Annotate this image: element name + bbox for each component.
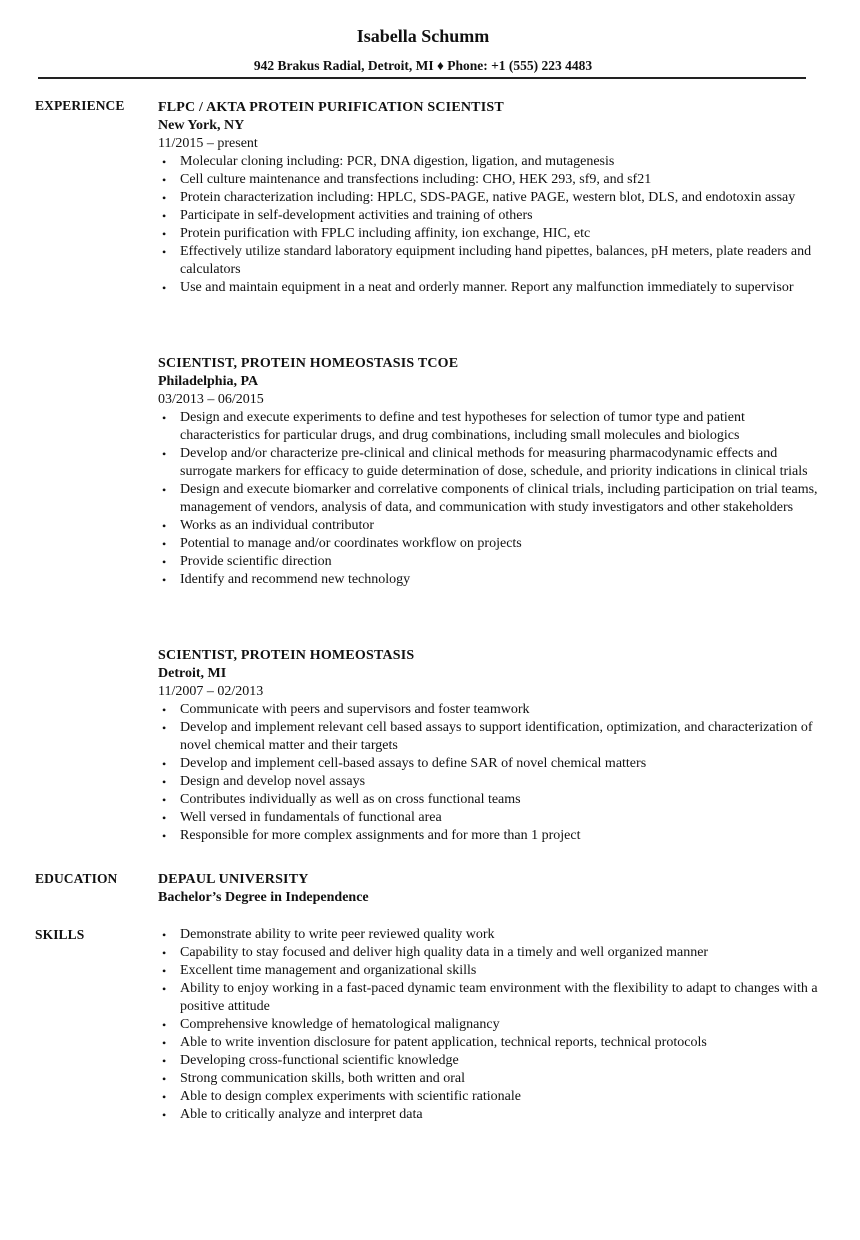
bullet-text: Use and maintain equipment in a neat and orderly manner. Report any malfunction immediately to supervisor xyxy=(180,280,794,295)
bullet-text: Communicate with peers and supervisors and foster teamwork xyxy=(180,702,530,717)
job-entry xyxy=(158,647,818,845)
bullet-icon: • xyxy=(162,757,167,771)
bullet-icon: • xyxy=(162,1090,167,1104)
job-location: Philadelphia, PA xyxy=(158,374,259,389)
bullet-text: Cell culture maintenance and transfections including: CHO, HEK 293, sf9, and sf21 xyxy=(180,172,652,187)
bullet-icon: • xyxy=(162,209,167,223)
bullet-icon: • xyxy=(162,721,167,735)
list-item xyxy=(158,225,818,243)
list-item xyxy=(158,517,818,535)
list-item xyxy=(158,926,818,944)
bullet-text: Develop and implement relevant cell based assays to support identification, optimization, and characterization of novel chemical matter and their targets xyxy=(180,720,813,753)
bullet-text: Protein purification with FPLC including affinity, ion exchange, HIC, etc xyxy=(180,226,591,241)
bullet-icon: • xyxy=(162,173,167,187)
bullet-icon: • xyxy=(162,447,167,461)
job-bullet-list xyxy=(158,701,818,845)
list-item xyxy=(158,207,818,225)
list-item xyxy=(158,153,818,171)
list-item xyxy=(158,571,818,589)
bullet-icon: • xyxy=(162,519,167,533)
bullet-icon: • xyxy=(162,1108,167,1122)
bullet-text: Design and develop novel assays xyxy=(180,774,366,789)
skill-text: Comprehensive knowledge of hematological malignancy xyxy=(180,1017,500,1032)
bullet-text: Design and execute experiments to define and test hypotheses for selection of tumor type and patient characteristics for particular drugs, and drug combinations, including small molecules and biologics xyxy=(180,410,745,443)
bullet-icon: • xyxy=(162,227,167,241)
list-item xyxy=(158,189,818,207)
list-item xyxy=(158,279,818,297)
bullet-icon: • xyxy=(162,155,167,169)
list-item xyxy=(158,243,818,279)
bullet-icon: • xyxy=(162,811,167,825)
bullet-text: Develop and/or characterize pre-clinical and clinical methods for measuring pharmacodynamic effects and surrogate markers for efficacy to guide determination of dose, schedule, and priority indications in clinical trials xyxy=(180,446,808,479)
list-item xyxy=(158,171,818,189)
list-item xyxy=(158,535,818,553)
bullet-text: Contributes individually as well as on cross functional teams xyxy=(180,792,521,807)
list-item xyxy=(158,1106,818,1124)
skill-text: Excellent time management and organizational skills xyxy=(180,963,477,978)
list-item xyxy=(158,773,818,791)
header-divider xyxy=(38,77,806,79)
skill-text: Capability to stay focused and deliver high quality data in a timely and well organized manner xyxy=(180,945,709,960)
job-dates: 11/2007 – 02/2013 xyxy=(158,684,264,699)
bullet-icon: • xyxy=(162,573,167,587)
school-name: DEPAUL UNIVERSITY xyxy=(158,872,309,887)
job-title: SCIENTIST, PROTEIN HOMEOSTASIS xyxy=(158,648,415,663)
bullet-text: Well versed in fundamentals of functional area xyxy=(180,810,442,825)
list-item xyxy=(158,944,818,962)
bullet-icon: • xyxy=(162,1018,167,1032)
list-item xyxy=(158,809,818,827)
bullet-text: Develop and implement cell-based assays to define SAR of novel chemical matters xyxy=(180,756,647,771)
bullet-icon: • xyxy=(162,928,167,942)
list-item xyxy=(158,980,818,1016)
bullet-icon: • xyxy=(162,1054,167,1068)
list-item xyxy=(158,701,818,719)
list-item xyxy=(158,1016,818,1034)
list-item xyxy=(158,481,818,517)
skills-list xyxy=(158,926,818,1124)
skill-text: Ability to enjoy working in a fast-paced dynamic team environment with the flexibility to adapt to changes with a positive attitude xyxy=(180,981,818,1014)
job-dates: 03/2013 – 06/2015 xyxy=(158,392,264,407)
skill-text: Demonstrate ability to write peer reviewed quality work xyxy=(180,927,495,942)
bullet-icon: • xyxy=(162,829,167,843)
skill-text: Able to write invention disclosure for patent application, technical reports, technical protocols xyxy=(180,1035,707,1050)
experience-label: EXPERIENCE xyxy=(35,98,125,113)
education-entry xyxy=(158,871,818,907)
skill-text: Able to critically analyze and interpret data xyxy=(180,1107,423,1122)
list-item xyxy=(158,1034,818,1052)
bullet-text: Responsible for more complex assignments and for more than 1 project xyxy=(180,828,581,843)
list-item xyxy=(158,719,818,755)
job-title: FLPC / AKTA PROTEIN PURIFICATION SCIENTIST xyxy=(158,100,504,115)
bullet-text: Potential to manage and/or coordinates workflow on projects xyxy=(180,536,522,551)
bullet-text: Design and execute biomarker and correlative components of clinical trials, including participation on trial teams, management of vendors, analysis of data, and communication with study investigators and other stakeholders xyxy=(180,482,818,515)
bullet-icon: • xyxy=(162,982,167,996)
job-bullet-list xyxy=(158,153,818,297)
job-location: Detroit, MI xyxy=(158,666,227,681)
bullet-icon: • xyxy=(162,1072,167,1086)
job-entry xyxy=(158,355,818,589)
job-title: SCIENTIST, PROTEIN HOMEOSTASIS TCOE xyxy=(158,356,459,371)
bullet-text: Works as an individual contributor xyxy=(180,518,375,533)
bullet-icon: • xyxy=(162,964,167,978)
job-location: New York, NY xyxy=(158,118,245,133)
skill-text: Able to design complex experiments with scientific rationale xyxy=(180,1089,521,1104)
education-label: EDUCATION xyxy=(35,871,118,886)
skill-text: Developing cross-functional scientific knowledge xyxy=(180,1053,459,1068)
list-item xyxy=(158,1052,818,1070)
bullet-text: Effectively utilize standard laboratory equipment including hand pipettes, balances, pH meters, plate readers and calculators xyxy=(180,244,812,277)
bullet-icon: • xyxy=(162,245,167,259)
bullet-text: Provide scientific direction xyxy=(180,554,332,569)
bullet-icon: • xyxy=(162,537,167,551)
bullet-text: Protein characterization including: HPLC, SDS-PAGE, native PAGE, western blot, DLS, and endotoxin assay xyxy=(180,190,796,205)
job-dates: 11/2015 – present xyxy=(158,136,258,151)
job-bullet-list xyxy=(158,409,818,589)
list-item xyxy=(158,962,818,980)
list-item xyxy=(158,409,818,445)
list-item xyxy=(158,1070,818,1088)
bullet-icon: • xyxy=(162,555,167,569)
skill-text: Strong communication skills, both written and oral xyxy=(180,1071,466,1086)
bullet-icon: • xyxy=(162,946,167,960)
bullet-text: Identify and recommend new technology xyxy=(180,572,411,587)
skills-entry xyxy=(158,926,818,1124)
bullet-icon: • xyxy=(162,1036,167,1050)
contact-line: 942 Brakus Radial, Detroit, MI ♦ Phone: +1 (555) 223 4483 xyxy=(253,58,593,73)
list-item xyxy=(158,553,818,571)
bullet-icon: • xyxy=(162,191,167,205)
job-entry xyxy=(158,99,818,297)
bullet-icon: • xyxy=(162,793,167,807)
skills-label: SKILLS xyxy=(35,927,85,942)
degree: Bachelor’s Degree in Independence xyxy=(158,890,369,905)
bullet-icon: • xyxy=(162,703,167,717)
list-item xyxy=(158,755,818,773)
bullet-icon: • xyxy=(162,281,167,295)
bullet-icon: • xyxy=(162,775,167,789)
resume-name: Isabella Schumm xyxy=(356,26,490,46)
bullet-text: Participate in self-development activities and training of others xyxy=(180,208,533,223)
bullet-icon: • xyxy=(162,411,167,425)
list-item xyxy=(158,445,818,481)
list-item xyxy=(158,1088,818,1106)
list-item xyxy=(158,827,818,845)
bullet-icon: • xyxy=(162,483,167,497)
list-item xyxy=(158,791,818,809)
bullet-text: Molecular cloning including: PCR, DNA digestion, ligation, and mutagenesis xyxy=(180,154,615,169)
